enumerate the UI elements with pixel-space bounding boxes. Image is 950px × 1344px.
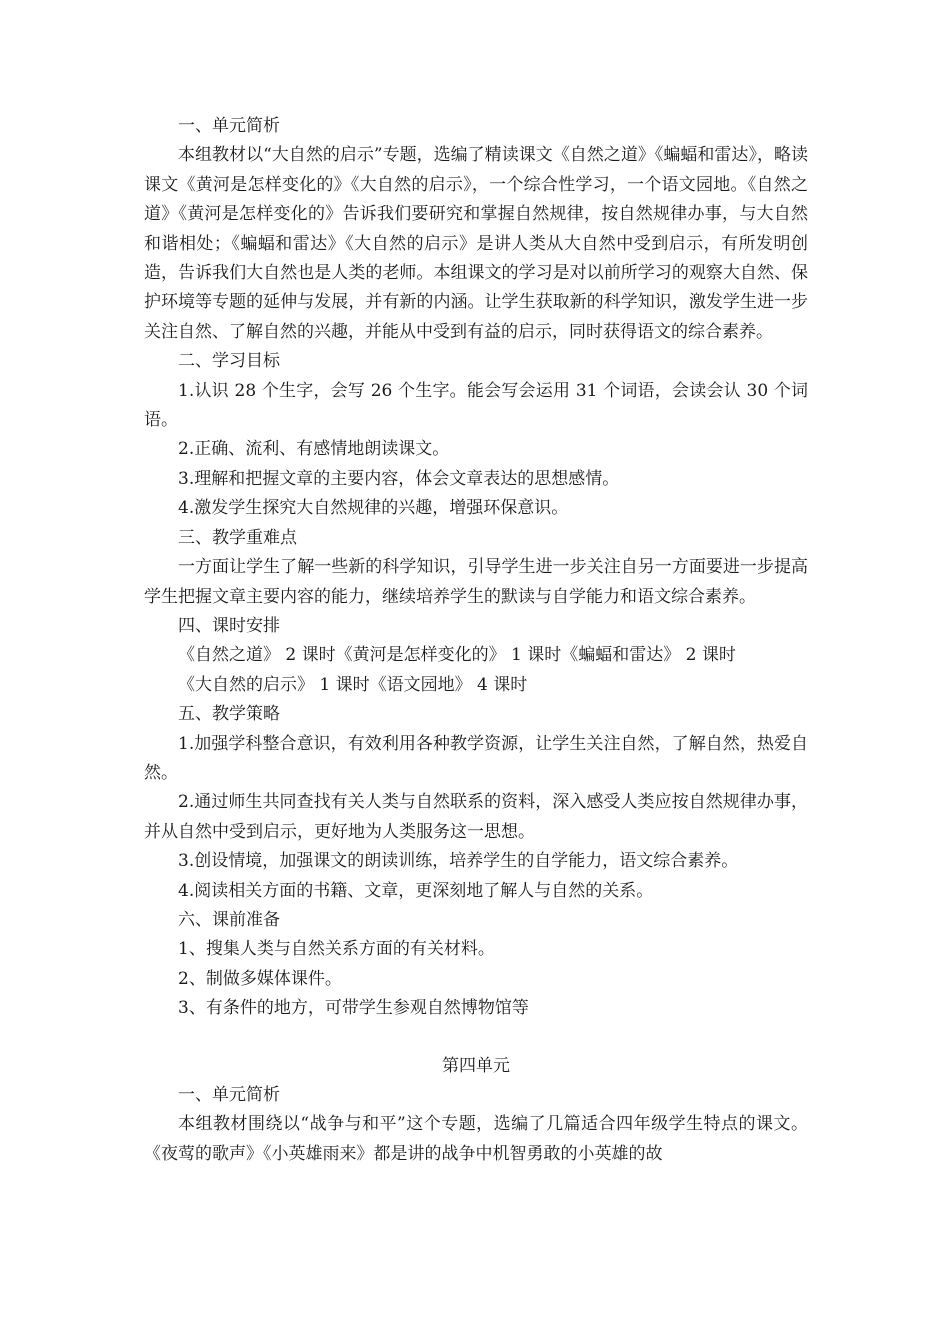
section3-body: 一方面让学生了解一些新的科学知识，引导学生进一步关注自另一方面要进一步提高学生把握文章主要内容的能力，继续培养学生的默读与自学能力和语文综合素养。 xyxy=(144,557,808,607)
section4-heading: 四、课时安排 xyxy=(178,615,280,636)
goal-item-3: 3.理解和把握文章的主要内容，体会文章表达的思想感情。 xyxy=(178,468,620,489)
strategy-item-3: 3.创设情境，加强课文的朗读训练，培养学生的自学能力，语文综合素养。 xyxy=(178,851,739,872)
strategy-item-4: 4.阅读相关方面的书籍、文章，更深刻地了解人与自然的关系。 xyxy=(178,880,654,901)
unit4-body: 本组教材围绕以“战争与和平”这个专题，选编了几篇适合四年级学生特点的课文。《夜莺的歌声》《小英雄雨来》都是讲的战争中机智勇敢的小英雄的故 xyxy=(144,1114,808,1164)
prep-item-3: 3、有条件的地方，可带学生参观自然博物馆等 xyxy=(178,998,529,1019)
section1-heading: 一、单元简析 xyxy=(178,116,280,136)
prep-item-2: 2、制做多媒体课件。 xyxy=(178,968,342,989)
prep-item-1: 1、搜集人类与自然关系方面的有关材料。 xyxy=(178,939,495,960)
section6-heading: 六、课前准备 xyxy=(178,909,280,930)
section2-heading: 二、学习目标 xyxy=(178,351,280,372)
section1-body: 本组教材以“大自然的启示”专题，选编了精读课文《自然之道》《蝙蝠和雷达》，略读课文《黄河是怎样变化的》《大自然的启示》，一个综合性学习，一个语文园地。《自然之道》《黄河是怎样变化的》告诉我们要研究和掌握自然规律，按自然规律办事，与大自然和谐相处；《蝙蝠和雷达》《大自然的启示》是讲人类从大自然中受到启示，有所发明创造，告诉我们大自然也是人类的老师。本组课文的学习是对以前所学习的观察大自然、保护环境等专题的延伸与发展，并有新的内涵。让学生获取新的科学知识，激发学生进一步关注自然、了解自然的兴趣，并能从中受到有益的启示，同时获得语文的综合素养。 xyxy=(144,145,808,342)
section3-heading: 三、教学重难点 xyxy=(178,527,297,548)
section5-heading: 五、教学策略 xyxy=(178,704,280,725)
schedule-line-2: 《大自然的启示》 1 课时《语文园地》 4 课时 xyxy=(178,674,528,695)
schedule-line-1: 《自然之道》 2 课时《黄河是怎样变化的》 1 课时《蝙蝠和雷达》 2 课时 xyxy=(178,645,736,666)
goal-item-1: 1.认识 28 个生字，会写 26 个生字。能会写会运用 31 个词语，会读会认 30 个词语。 xyxy=(144,380,808,431)
unit4-title: 第四单元 xyxy=(442,1055,510,1076)
unit4-heading: 一、单元简析 xyxy=(178,1085,280,1105)
strategy-item-1: 1.加强学科整合意识，有效利用各种教学资源，让学生关注自然，了解自然，热爱自然。 xyxy=(144,733,808,783)
goal-item-2: 2.正确、流利、有感情地朗读课文。 xyxy=(178,439,450,460)
document-page xyxy=(144,112,808,1169)
strategy-item-2: 2.通过师生共同查找有关人类与自然联系的资料，深入感受人类应按自然规律办事，并从自然中受到启示，更好地为人类服务这一思想。 xyxy=(144,792,808,842)
goal-item-4: 4.激发学生探究大自然规律的兴趣，增强环保意识。 xyxy=(178,498,569,519)
